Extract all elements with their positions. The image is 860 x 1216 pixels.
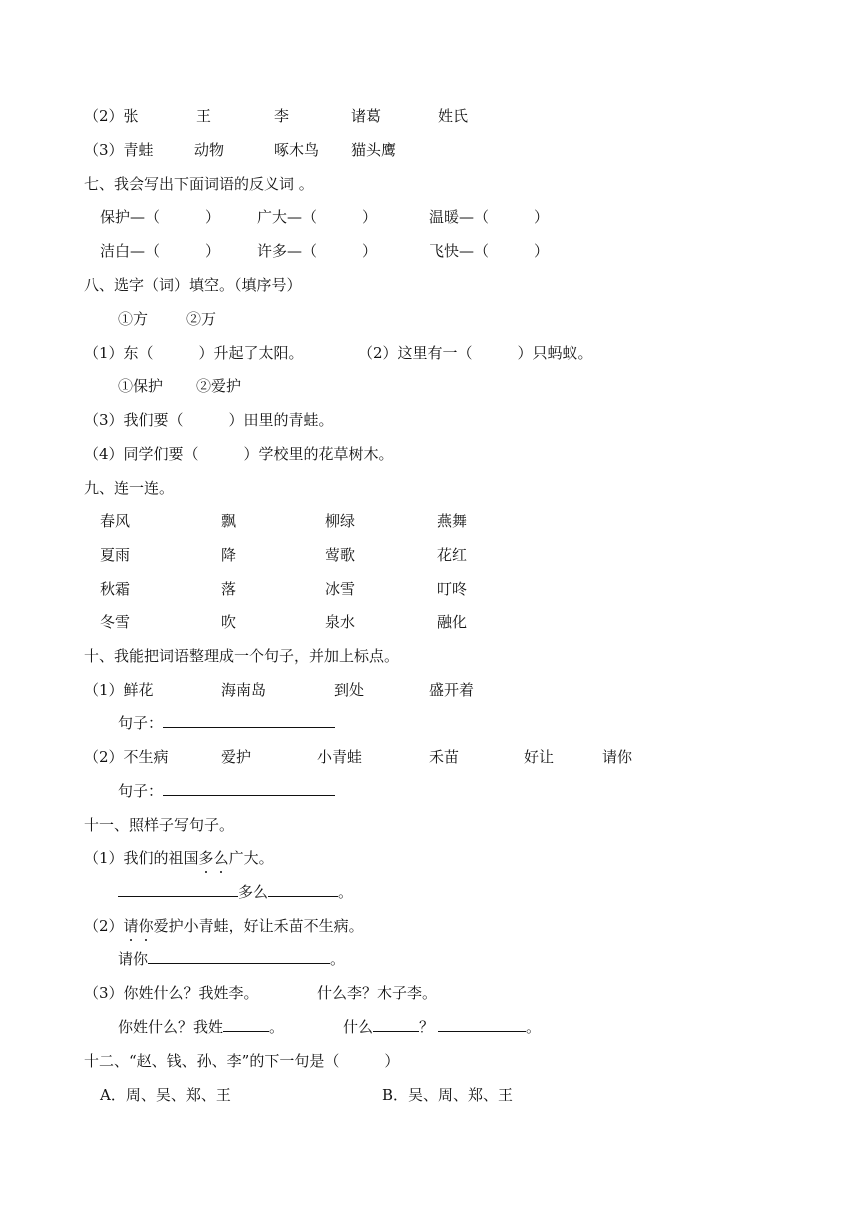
q7-title: 七、我会写出下面词语的反义词 。	[84, 175, 314, 193]
q6-row2-item-3: 李	[274, 107, 290, 125]
q11-s3-fill-e: 。	[526, 1018, 542, 1036]
q6-row2-item-4: 诸葛	[351, 107, 382, 125]
emphasis-dot-char: 你	[138, 917, 154, 935]
q11-s3-fill-d: ？	[419, 1018, 435, 1036]
q11-s3-b: 什么李？木子李。	[317, 984, 438, 1002]
q11-s2-post: 爱护小青蛙，好让禾苗不生病。	[153, 917, 364, 935]
q11-title: 十一、照样子写句子。	[84, 816, 235, 834]
answer-blank[interactable]	[163, 713, 335, 728]
q9-col1-item-2: 夏雨	[100, 546, 131, 564]
q10-answer-2	[118, 781, 335, 801]
q9-col3-item-3: 冰雪	[325, 580, 356, 598]
q10-answer-1	[118, 713, 335, 733]
q11-s1-fill	[118, 882, 353, 902]
q8-title: 八、选字（词）填空。（填序号）	[84, 276, 302, 294]
q8-opts1-item-2: ②万	[186, 310, 217, 328]
q10-s2-word-2: 爱护	[221, 748, 252, 766]
q9-col4-item-4: 融化	[437, 613, 468, 631]
q12-option-b[interactable]: B．吴、周、郑、王	[382, 1086, 514, 1104]
q9-col2-item-1: 飘	[221, 512, 237, 530]
q10-title: 十、我能把词语整理成一个句子，并加上标点。	[84, 647, 400, 665]
q11-s1-post: 广大。	[228, 849, 274, 867]
q10-s1-word-4: 盛开着	[429, 681, 475, 699]
q9-col4-item-1: 燕舞	[437, 512, 468, 530]
q12-title: 十二、“赵、钱、孙、李”的下一句是（ ）	[84, 1052, 400, 1070]
answer-blank[interactable]	[163, 781, 335, 796]
q9-col4-item-2: 花红	[437, 546, 468, 564]
emphasis-dot-char: 么	[213, 849, 229, 867]
q6-row2-item-5: 姓氏	[438, 107, 469, 125]
q9-col2-item-2: 降	[221, 546, 237, 564]
q8-sentence-2: （2）这里有一（ ）只蚂蚁。	[358, 344, 593, 362]
q11-s3-a: （3）你姓什么？我姓李。	[84, 984, 259, 1002]
q11-s2-fill-pre: 请你	[118, 950, 149, 968]
q11-s3-fill	[118, 1017, 284, 1037]
q10-s2-word-6: 请你	[602, 748, 633, 766]
q10-s2-word-5: 好让	[524, 748, 555, 766]
q11-s3-fill-a: 你姓什么？我姓	[118, 1018, 224, 1036]
fill-blank[interactable]	[223, 1017, 269, 1032]
q10-s1-word-1: （1）鲜花	[84, 681, 154, 699]
q6-row3-item-1: （3）青蛙	[84, 141, 154, 159]
q8-opts1-item-1: ①方	[118, 310, 149, 328]
q10-s2-word-4: 禾苗	[429, 748, 460, 766]
q7-row2-item-3: 飞快—（ ）	[429, 242, 550, 260]
q9-title: 九、连一连。	[84, 479, 175, 497]
fill-blank[interactable]	[268, 882, 338, 897]
q9-col1-item-3: 秋霜	[100, 580, 131, 598]
q8-sentence-1: （1）东（ ）升起了太阳。	[84, 344, 304, 362]
q11-s2	[84, 916, 364, 936]
q9-col2-item-4: 吹	[221, 613, 237, 631]
emphasis-dot-char: 多	[198, 849, 214, 867]
q11-s2-pre: （2）	[84, 917, 124, 935]
q9-col1-item-4: 冬雪	[100, 613, 131, 631]
fill-blank[interactable]	[118, 882, 238, 897]
q9-col4-item-3: 叮咚	[437, 580, 468, 598]
q8-sentence-4: （4）同学们要（ ）学校里的花草树木。	[84, 445, 394, 463]
q10-s2-word-3: 小青蛙	[317, 748, 363, 766]
answer-label: 句子：	[118, 714, 164, 732]
q11-s1-word: 多么	[238, 883, 269, 901]
q8-opts2-item-2: ②爱护	[196, 377, 242, 395]
emphasis-dot-char: 请	[123, 917, 139, 935]
answer-label: 句子：	[118, 782, 164, 800]
q12-option-a[interactable]: A．周、吴、郑、王	[100, 1086, 231, 1104]
q8-sentence-3: （3）我们要（ ）田里的青蛙。	[84, 411, 334, 429]
q6-row3-item-2: 动物	[194, 141, 225, 159]
q11-s1	[84, 848, 274, 868]
q10-s1-word-2: 海南岛	[221, 681, 267, 699]
q7-row2-item-1: 洁白—（ ）	[100, 242, 221, 260]
fill-blank[interactable]	[148, 949, 330, 964]
q11-s2-end: 。	[330, 950, 346, 968]
q11-s1-end: 。	[338, 883, 354, 901]
q7-row1-item-2: 广大—（ ）	[257, 208, 378, 226]
q11-s3-fill-b: 。	[269, 1018, 285, 1036]
fill-blank[interactable]	[438, 1017, 526, 1032]
q6-row3-item-3: 啄木鸟	[274, 141, 320, 159]
fill-blank[interactable]	[373, 1017, 419, 1032]
q7-row1-item-1: 保护—（ ）	[100, 208, 221, 226]
q6-row3-item-4: 猫头鹰	[351, 141, 397, 159]
q7-row2-item-2: 许多—（ ）	[257, 242, 378, 260]
q7-row1-item-3: 温暖—（ ）	[429, 208, 550, 226]
q11-s3-fill-c: 什么	[343, 1018, 374, 1036]
q9-col2-item-3: 落	[221, 580, 237, 598]
q11-s3-fill-2	[343, 1017, 541, 1037]
q9-col3-item-2: 莺歌	[325, 546, 356, 564]
q6-row2-item-2: 王	[196, 107, 212, 125]
q6-row2-item-1: （2）张	[84, 107, 139, 125]
q11-s1-pre: （1）我们的祖国	[84, 849, 199, 867]
q11-s2-fill	[118, 949, 345, 969]
q9-col3-item-4: 泉水	[325, 613, 356, 631]
q10-s1-word-3: 到处	[334, 681, 365, 699]
q10-s2-word-1: （2）不生病	[84, 748, 169, 766]
q9-col3-item-1: 柳绿	[325, 512, 356, 530]
q9-col1-item-1: 春风	[100, 512, 131, 530]
q8-opts2-item-1: ①保护	[118, 377, 164, 395]
